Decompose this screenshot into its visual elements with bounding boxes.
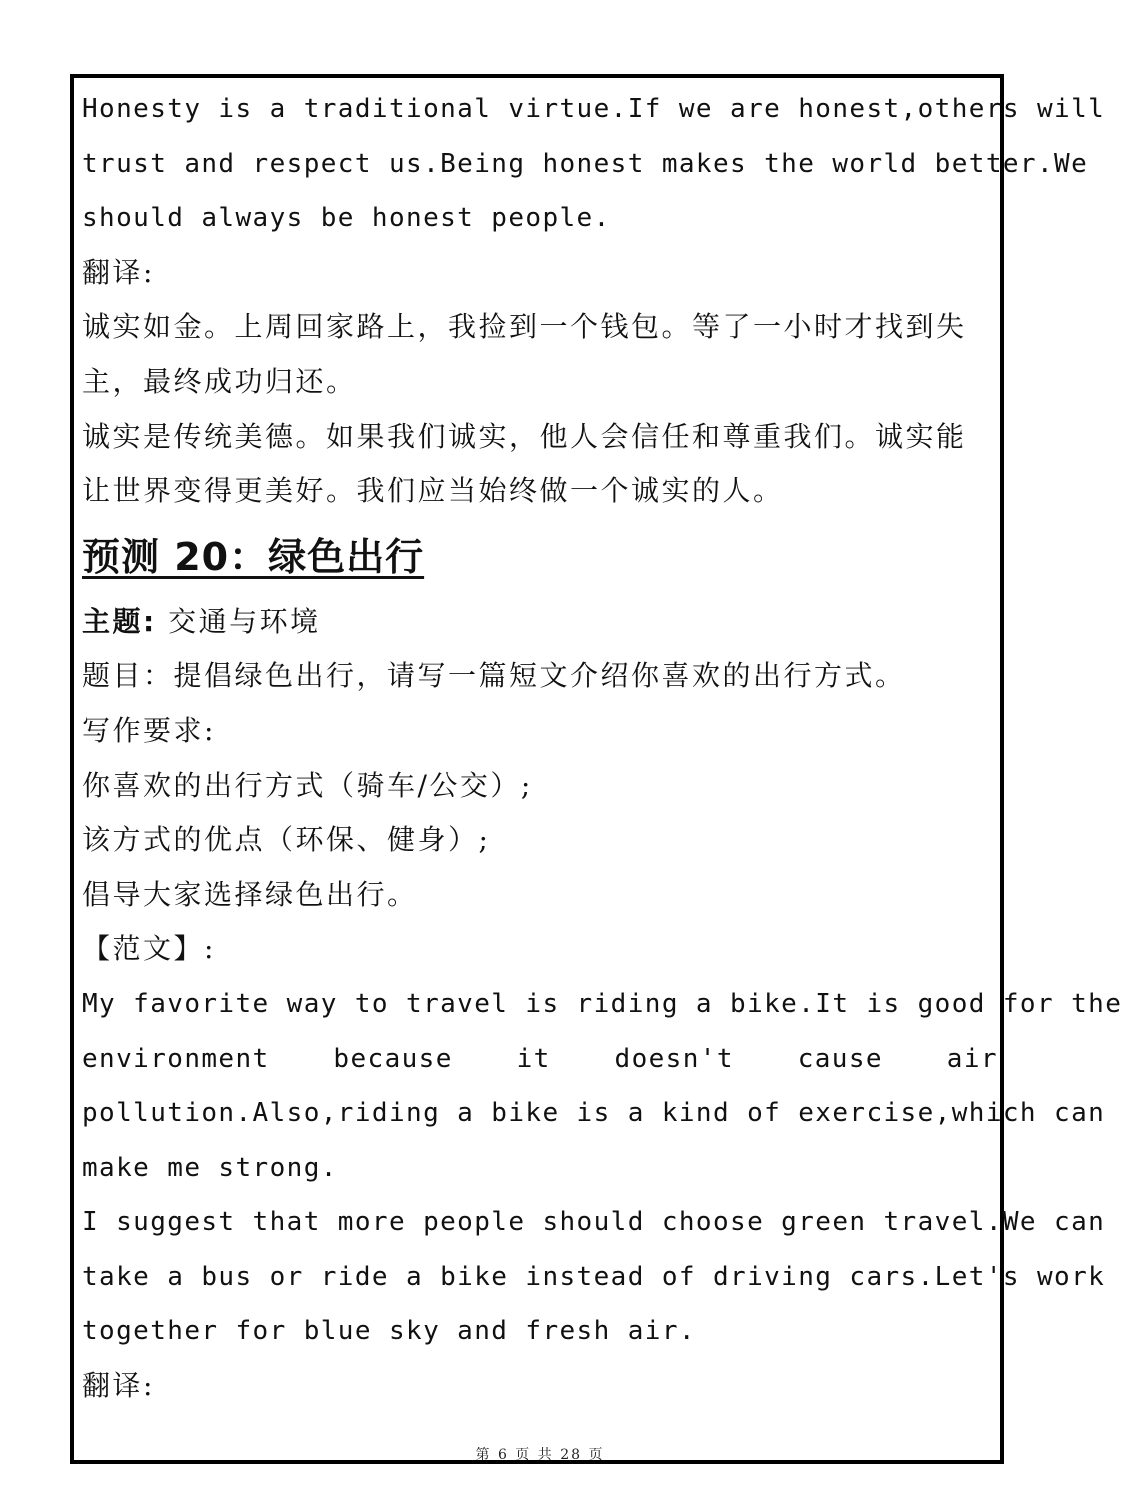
sample-essay-line: together for blue sky and fresh air. — [82, 1316, 696, 1347]
theme-value: 交通与环境 — [168, 604, 321, 638]
theme-line — [82, 595, 998, 650]
requirement-item: 该方式的优点（环保、健身）; — [82, 823, 491, 857]
requirements-label: 写作要求: — [82, 713, 216, 747]
prev-essay-en-line: trust and respect us.Being honest makes the world better.We — [82, 148, 1089, 179]
translation-label: 翻译: — [82, 1369, 155, 1403]
theme-label: 主题: — [82, 604, 157, 638]
sample-essay-line: pollution.Also,riding a bike is a kind of exercise,which can — [82, 1098, 1106, 1129]
sample-essay-line: make me strong. — [82, 1152, 338, 1183]
prev-essay-zh-line: 诚实如金。上周回家路上，我捡到一个钱包。等了一小时才找到失 — [82, 310, 967, 344]
sample-essay-justified-line — [82, 1032, 998, 1087]
sample-word: it — [516, 1043, 551, 1074]
sample-word: because — [333, 1043, 453, 1074]
sample-label: 【范文】: — [82, 932, 216, 966]
prev-translation-label: 翻译: — [82, 255, 155, 289]
section-heading — [82, 519, 998, 595]
page-number: 第 6 页 共 28 页 — [475, 1447, 605, 1463]
document-body — [82, 82, 1122, 1414]
sample-word: cause — [797, 1043, 883, 1074]
prev-essay-zh-line: 让世界变得更美好。我们应当始终做一个诚实的人。 — [82, 474, 784, 508]
prev-essay-en-line: Honesty is a traditional virtue.If we are honest,others will — [82, 94, 1106, 124]
requirement-item: 你喜欢的出行方式（骑车/公交）; — [82, 768, 533, 802]
sample-essay-line: My favorite way to travel is riding a bike.It is good for the — [82, 988, 1122, 1019]
sample-essay-line: take a bus or ride a bike instead of driving cars.Let's work — [82, 1261, 1106, 1292]
prompt-line: 题目：提倡绿色出行，请写一篇短文介绍你喜欢的出行方式。 — [82, 659, 906, 693]
sample-word: environment — [82, 1043, 270, 1074]
prev-essay-en-line: should always be honest people. — [82, 203, 611, 234]
prev-essay-zh-line: 主，最终成功归还。 — [82, 364, 357, 398]
requirement-item: 倡导大家选择绿色出行。 — [82, 877, 418, 911]
sample-word: air — [946, 1043, 998, 1074]
sample-word: doesn't — [614, 1043, 734, 1074]
section-heading-text: 预测 20：绿色出行 — [82, 534, 425, 579]
sample-essay-line: I suggest that more people should choose green travel.We can — [82, 1207, 1106, 1238]
prev-essay-zh-line: 诚实是传统美德。如果我们诚实，他人会信任和尊重我们。诚实能 — [82, 419, 967, 453]
